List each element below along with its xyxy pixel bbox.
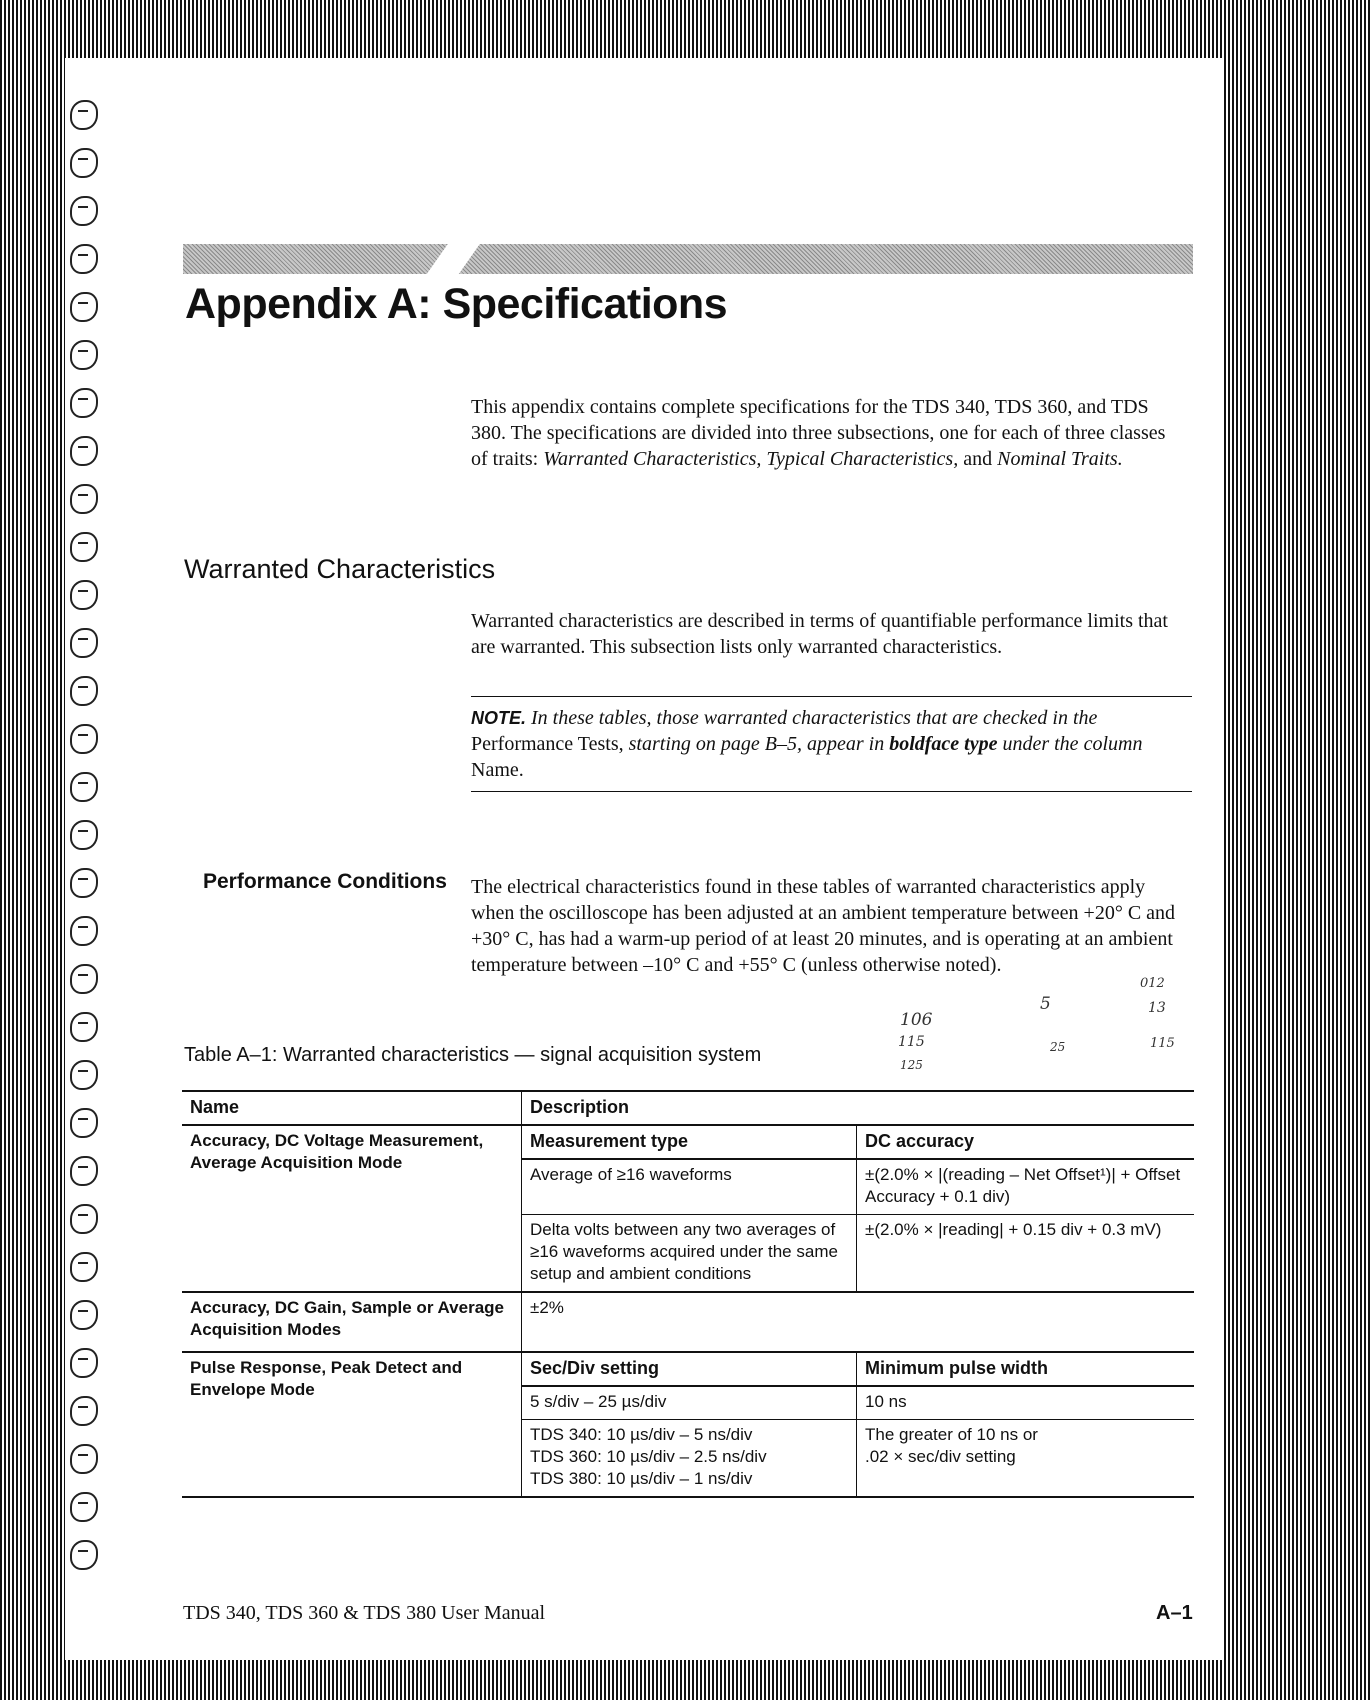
intro-and: and: [958, 448, 998, 470]
section-intro: Warranted characteristics are described in terms of quantifiable performance limits that are warranted. This subsection lists only warranted characteristics.: [471, 610, 1168, 658]
table-cell: ±2%: [522, 1292, 1195, 1352]
intro-italic2: Nominal Traits.: [997, 448, 1123, 470]
binder-ring-icon: [70, 532, 98, 562]
scan-border-top: [0, 0, 1372, 58]
binder-ring-icon: [70, 1396, 98, 1426]
section-heading: Warranted Characteristics: [184, 554, 496, 584]
binder-ring-icon: [70, 1012, 98, 1042]
cell-line: TDS 340: 10 µs/div – 5 ns/div: [530, 1425, 753, 1444]
handwritten-note: 115: [1150, 1036, 1175, 1051]
table-row: [182, 1125, 1194, 1159]
scan-border-left: [0, 0, 65, 1700]
binder-ring-icon: [70, 1252, 98, 1282]
row-name: Accuracy, DC Voltage Measurement, Average Acquisition Mode: [182, 1125, 522, 1292]
table-cell: [857, 1420, 1195, 1498]
binder-rings: [70, 100, 100, 1630]
handwritten-note: 25: [1050, 1040, 1066, 1054]
binder-ring-icon: [70, 628, 98, 658]
note-text-2: Performance Tests,: [471, 733, 624, 755]
handwritten-note: 5: [1040, 994, 1051, 1014]
binder-ring-icon: [70, 1156, 98, 1186]
row-name: Pulse Response, Peak Detect and Envelope Mode: [182, 1352, 522, 1497]
binder-ring-icon: [70, 580, 98, 610]
binder-ring-icon: [70, 100, 98, 130]
binder-ring-icon: [70, 1060, 98, 1090]
note-label: NOTE.: [471, 708, 527, 728]
table-row: [182, 1352, 1194, 1386]
binder-ring-icon: [70, 724, 98, 754]
col-header-description: Description: [522, 1091, 1195, 1125]
binder-ring-icon: [70, 676, 98, 706]
binder-ring-icon: [70, 196, 98, 226]
binder-ring-icon: [70, 1300, 98, 1330]
intro-paragraph: [471, 394, 1183, 472]
binder-ring-icon: [70, 292, 98, 322]
binder-ring-icon: [70, 1444, 98, 1474]
binder-ring-icon: [70, 916, 98, 946]
table-row: [182, 1292, 1194, 1352]
binder-ring-icon: [70, 1204, 98, 1234]
table-cell: ±(2.0% × |(reading – Net Offset¹)| + Offset Accuracy + 0.1 div): [857, 1159, 1195, 1215]
handwritten-note: 125: [900, 1058, 923, 1072]
binder-ring-icon: [70, 388, 98, 418]
cell-line: TDS 380: 10 µs/div – 1 ns/div: [530, 1469, 753, 1488]
binder-ring-icon: [70, 340, 98, 370]
sub-header: Measurement type: [522, 1125, 857, 1159]
note-text-5: under the column: [997, 733, 1143, 755]
table-cell: [522, 1420, 857, 1498]
row-name: Accuracy, DC Gain, Sample or Average Acquisition Modes: [182, 1292, 522, 1352]
table-cell: ±(2.0% × |reading| + 0.15 div + 0.3 mV): [857, 1215, 1195, 1293]
table-header-row: [182, 1091, 1194, 1125]
intro-text: This appendix contains complete specifications for the TDS 340, TDS 360, and TDS 380. The specifications are divided into three subsections, one for each of three classes of traits:: [471, 396, 1166, 470]
note-text-3: starting on page B–5, appear in: [623, 733, 890, 755]
spec-table: [182, 1090, 1194, 1498]
table-cell: 5 s/div – 25 µs/div: [522, 1386, 857, 1420]
scan-border-bottom: [0, 1660, 1372, 1700]
cell-line: The greater of 10 ns or: [865, 1425, 1038, 1444]
handwritten-note: 13: [1148, 1000, 1166, 1016]
binder-ring-icon: [70, 772, 98, 802]
page-title: Appendix A: Specifications: [185, 280, 728, 328]
sub-header: Minimum pulse width: [857, 1352, 1195, 1386]
binder-ring-icon: [70, 1108, 98, 1138]
sub-header: DC accuracy: [857, 1125, 1195, 1159]
binder-ring-icon: [70, 1492, 98, 1522]
cell-line: .02 × sec/div setting: [865, 1447, 1016, 1466]
binder-ring-icon: [70, 1540, 98, 1570]
handwritten-note: 106: [900, 1010, 933, 1030]
binder-ring-icon: [70, 148, 98, 178]
binder-ring-icon: [70, 964, 98, 994]
col-header-name: Name: [182, 1091, 522, 1125]
note-text-4: boldface type: [889, 733, 998, 755]
intro-italic: Warranted Characteristics, Typical Characteristics,: [543, 448, 959, 470]
cell-line: TDS 360: 10 µs/div – 2.5 ns/div: [530, 1447, 767, 1466]
performance-heading: Performance Conditions: [203, 870, 447, 893]
footer-page-number: A–1: [1156, 1602, 1193, 1624]
performance-paragraph: The electrical characteristics found in these tables of warranted characteristics apply when the oscilloscope has been adjusted at an ambient temperature between +20° C and +30° C, has had a warm-up period of at least 20 minutes, and is operating at an ambient temperature between –10° C and +55° C (unless otherwise noted).: [471, 876, 1176, 976]
footer-manual-title: TDS 340, TDS 360 & TDS 380 User Manual: [183, 1602, 546, 1624]
binder-ring-icon: [70, 1348, 98, 1378]
note-text-1: In these tables, those warranted characteristics that are checked in the: [526, 707, 1098, 729]
binder-ring-icon: [70, 868, 98, 898]
sub-header: Sec/Div setting: [522, 1352, 857, 1386]
table-caption: Table A–1: Warranted characteristics — signal acquisition system: [184, 1044, 762, 1066]
binder-ring-icon: [70, 436, 98, 466]
binder-ring-icon: [70, 820, 98, 850]
binder-ring-icon: [70, 484, 98, 514]
table-cell: Delta volts between any two averages of ≥16 waveforms acquired under the same setup and ambient conditions: [522, 1215, 857, 1293]
note-text-6: Name.: [471, 759, 524, 781]
section-banner: [183, 244, 1193, 274]
scan-border-right: [1224, 0, 1372, 1700]
table-cell: Average of ≥16 waveforms: [530, 1165, 732, 1184]
table-cell: 10 ns: [857, 1386, 1195, 1420]
handwritten-note: 115: [898, 1034, 925, 1050]
note-box: [471, 696, 1192, 792]
binder-ring-icon: [70, 244, 98, 274]
handwritten-note: 012: [1140, 976, 1165, 991]
